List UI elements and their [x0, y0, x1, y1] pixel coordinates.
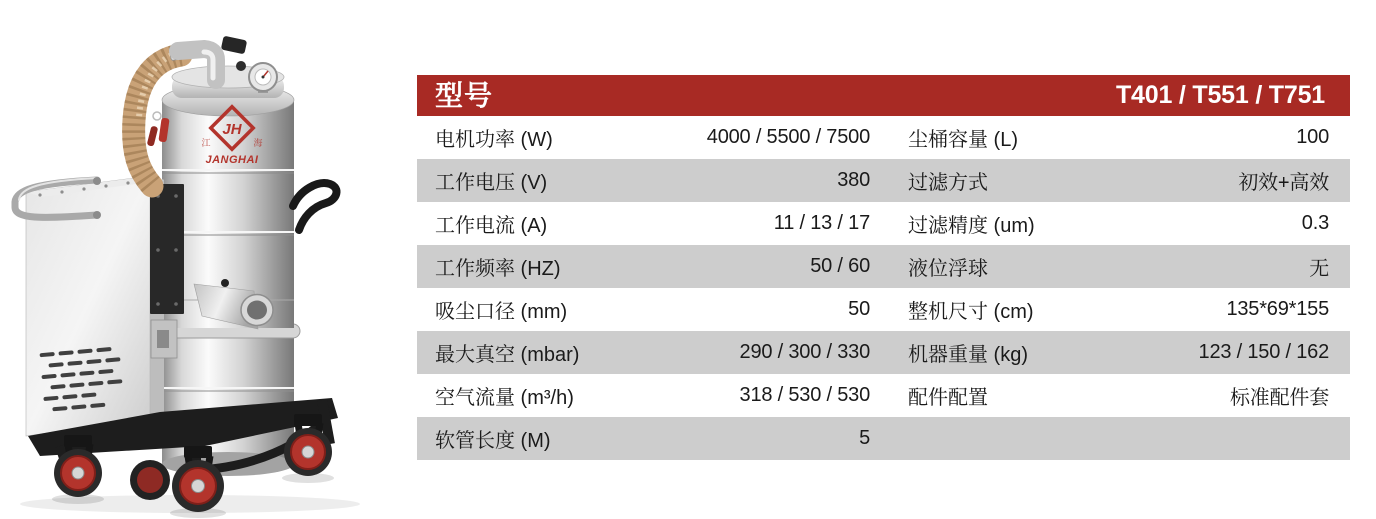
- logo-monogram: JH: [222, 121, 242, 138]
- spec-value: 50: [848, 298, 870, 320]
- spec-value: 135*69*155: [1226, 298, 1329, 320]
- spec-label: 过滤方式: [908, 172, 988, 194]
- key-ring: [153, 112, 161, 120]
- spec-label: 配件配置: [908, 387, 988, 409]
- model-header-label: 型号: [435, 79, 494, 111]
- spec-value: 50 / 60: [810, 255, 870, 277]
- spec-label: 机器重量 (kg): [908, 344, 1028, 366]
- logo-cn-right: 海: [253, 138, 263, 148]
- spec-row-airflow: [417, 374, 1350, 417]
- spec-row-max-vacuum: [417, 331, 1350, 374]
- spec-value: 5: [859, 427, 870, 449]
- spec-label: 过滤精度 (um): [908, 215, 1035, 237]
- spec-label: 工作频率 (HZ): [435, 258, 561, 280]
- spec-value: 123 / 150 / 162: [1198, 341, 1329, 363]
- spec-label: 尘桶容量 (L): [908, 129, 1018, 151]
- spec-value: 0.3: [1301, 212, 1329, 234]
- spec-label: 吸尘口径 (mm): [435, 301, 568, 323]
- spec-row-frequency: [417, 245, 1350, 288]
- spec-value: 380: [837, 169, 870, 191]
- logo-name: JANGHAI: [205, 154, 259, 166]
- spec-table-header: [417, 75, 1350, 116]
- vacuum-cleaner-illustration: [0, 0, 430, 519]
- spec-value: 318 / 530 / 530: [739, 384, 870, 406]
- spec-label: 软管长度 (M): [435, 430, 551, 452]
- logo-cn-left: 江: [201, 138, 211, 148]
- spec-value: 初效+高效: [1238, 172, 1329, 194]
- spec-row-voltage: [417, 159, 1350, 202]
- product-photo: [0, 0, 430, 519]
- caster-rear: [130, 460, 170, 500]
- spec-table: [417, 75, 1350, 460]
- spec-label: 液位浮球: [908, 258, 988, 280]
- model-header-values: T401 / T551 / T751: [1115, 81, 1325, 109]
- spec-value: 4000 / 5500 / 7500: [706, 126, 870, 148]
- spec-value: 11 / 13 / 17: [773, 212, 870, 234]
- spec-value: 290 / 300 / 330: [739, 341, 870, 363]
- spec-row-current: [417, 202, 1350, 245]
- red-clip-2: [147, 126, 159, 147]
- spec-value: 100: [1296, 126, 1329, 148]
- power-cord: [293, 183, 337, 230]
- spec-value: 标准配件套: [1230, 387, 1329, 409]
- spec-value: 无: [1309, 258, 1329, 280]
- spec-row-motor-power: [417, 116, 1350, 159]
- spec-label: 工作电压 (V): [435, 172, 548, 194]
- spec-label: 最大真空 (mbar): [435, 344, 580, 366]
- spec-label: 电机功率 (W): [435, 129, 553, 151]
- spec-row-inlet-diameter: [417, 288, 1350, 331]
- spec-row-hose-length: [417, 417, 1350, 460]
- spec-label: 工作电流 (A): [435, 215, 548, 237]
- spec-label: 空气流量 (m³/h): [435, 387, 574, 409]
- spec-label: 整机尺寸 (cm): [908, 301, 1034, 323]
